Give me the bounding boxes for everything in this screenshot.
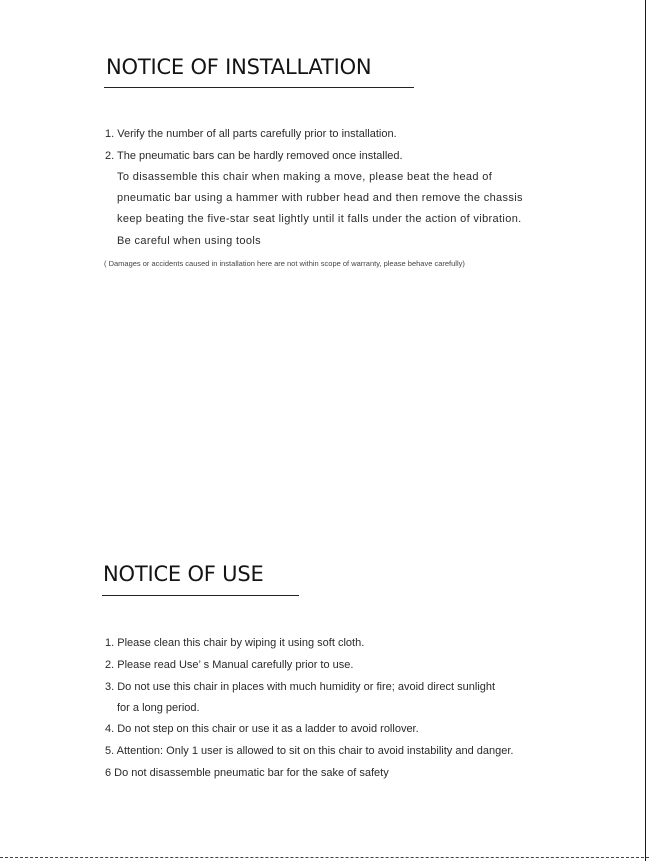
installation-item-2-detail-1: To disassemble this chair when making a move, please beat the head of [117,171,493,183]
use-item-2: 2. Please read Use’ s Manual carefully prior to use. [105,659,354,671]
page-bottom-border [0,857,649,858]
installation-item-2: 2. The pneumatic bars can be hardly removed once installed. [105,150,403,162]
installation-heading: NOTICE OF INSTALLATION [106,55,372,79]
use-heading: NOTICE OF USE [103,562,264,586]
installation-item-2-detail-2: pneumatic bar using a hammer with rubber head and then remove the chassis [117,192,523,204]
use-item-4: 4. Do not step on this chair or use it as a ladder to avoid rollover. [105,723,419,735]
installation-item-2-detail-3: keep beating the five-star seat lightly until it falls under the action of vibration. [117,213,522,225]
warranty-note: ( Damages or accidents caused in installation here are not within scope of warranty, please behave carefully) [104,259,465,268]
use-heading-underline [102,595,299,596]
installation-item-1: 1. Verify the number of all parts carefully prior to installation. [105,128,397,140]
use-item-6: 6 Do not disassemble pneumatic bar for the sake of safety [105,767,389,779]
installation-heading-underline [104,87,414,88]
use-item-5: 5. Attention: Only 1 user is allowed to sit on this chair to avoid instability and danger. [105,745,514,757]
use-item-3: 3. Do not use this chair in places with much humidity or fire; avoid direct sunlight [105,681,496,693]
use-item-1: 1. Please clean this chair by wiping it using soft cloth. [105,637,365,649]
use-item-3-continued: for a long period. [117,702,200,714]
page-right-border [645,0,646,861]
installation-item-2-detail-4: Be careful when using tools [117,235,261,247]
